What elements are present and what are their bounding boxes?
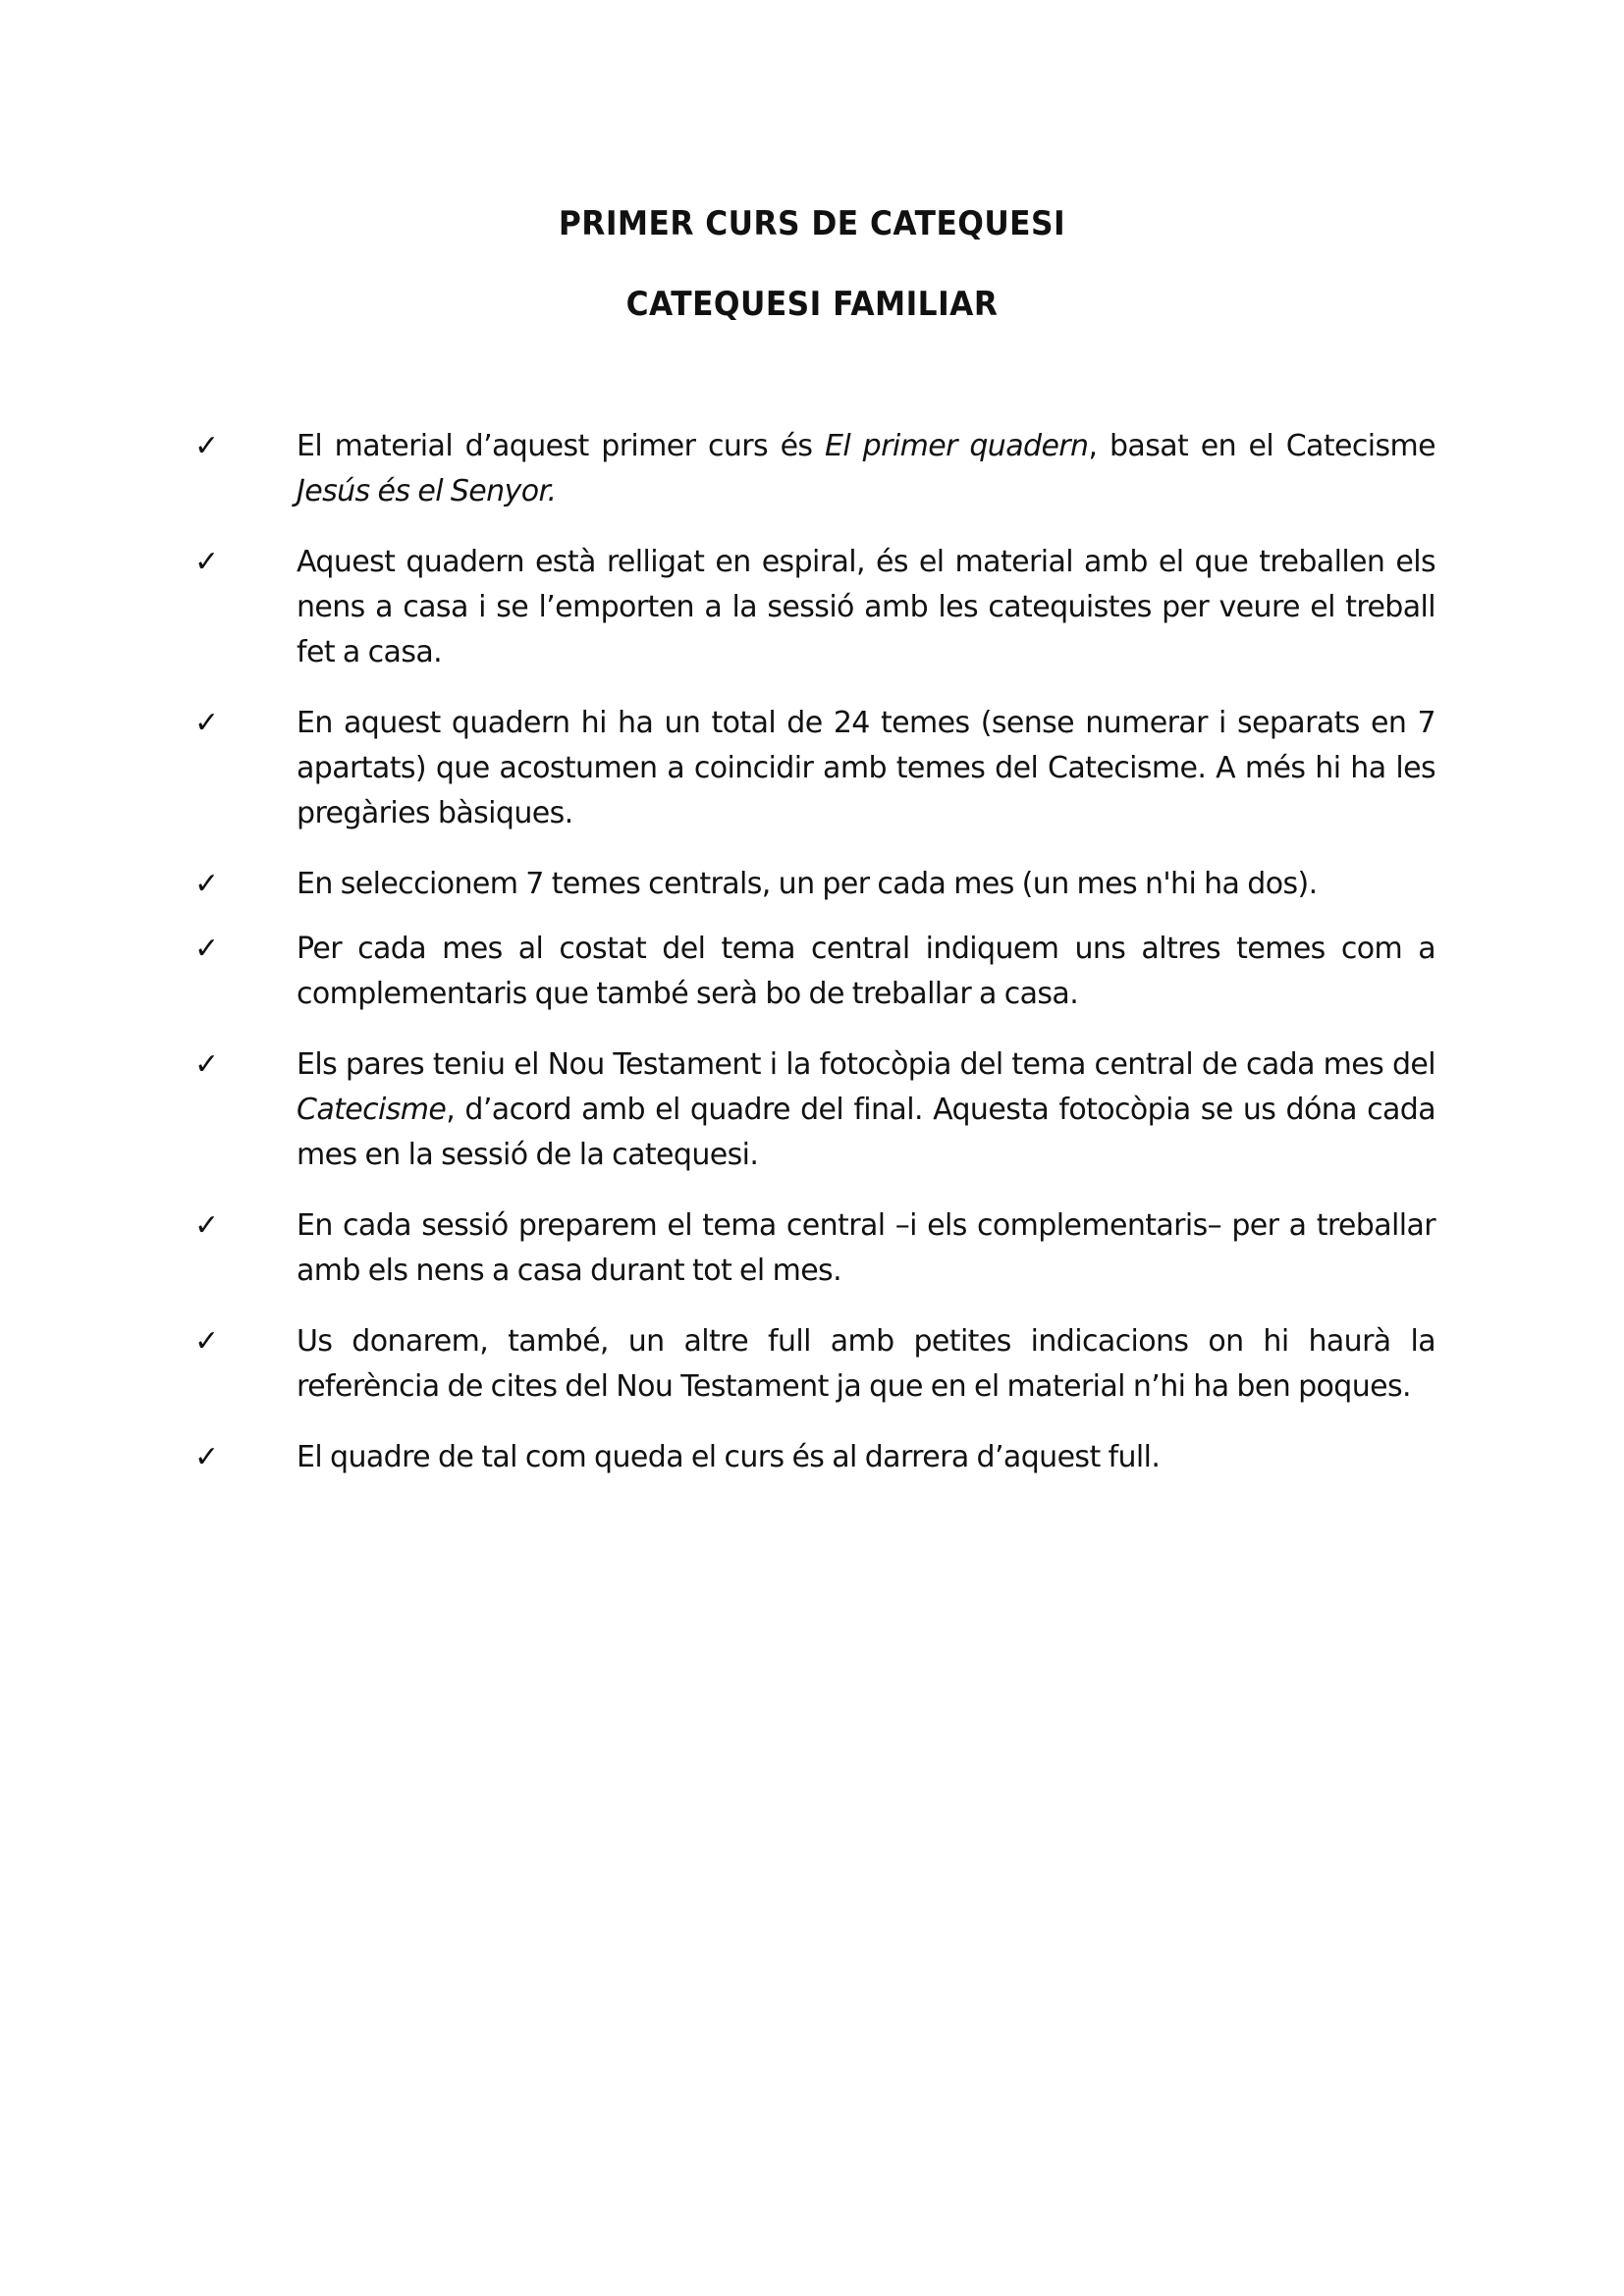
list-item bbox=[0, 1042, 1624, 1178]
document-title: PRIMER CURS DE CATEQUESI bbox=[558, 204, 1066, 243]
check-mark-icon: ✓ bbox=[194, 1324, 220, 1359]
list-item bbox=[0, 1435, 1624, 1480]
italic-title-text: Jesús és el Senyor. bbox=[297, 474, 557, 508]
list-item-text bbox=[297, 1319, 1435, 1410]
check-mark-icon: ✓ bbox=[194, 932, 220, 966]
list-item-text bbox=[297, 1042, 1435, 1178]
list-item-text bbox=[297, 927, 1435, 1017]
text-segment: , d’acord amb el quadre del final. Aquesta fotocòpia se us dóna cada mes en la sessió de la catequesi. bbox=[297, 1093, 1435, 1172]
text-segment: El quadre de tal com queda el curs és al darrera d’aquest full. bbox=[297, 1440, 1161, 1474]
list-item bbox=[0, 1203, 1624, 1294]
text-segment: Aquest quadern està relligat en espiral, és el material amb el que treballen els nens a casa i se l’emporten a la sessió amb les catequistes per veure el treball fet a casa. bbox=[297, 545, 1435, 669]
list-item bbox=[0, 540, 1624, 675]
check-mark-icon: ✓ bbox=[194, 1440, 220, 1474]
check-mark-icon: ✓ bbox=[194, 1208, 220, 1243]
check-mark-icon: ✓ bbox=[194, 545, 220, 579]
list-item bbox=[0, 1319, 1624, 1410]
check-mark-icon: ✓ bbox=[194, 706, 220, 740]
list-item-text bbox=[297, 701, 1435, 836]
check-mark-icon: ✓ bbox=[194, 1047, 220, 1082]
document-subtitle: CATEQUESI FAMILIAR bbox=[625, 285, 999, 324]
text-segment: El material d’aquest primer curs és bbox=[297, 429, 826, 463]
list-item bbox=[0, 927, 1624, 1017]
text-segment: Us donarem, també, un altre full amb petites indicacions on hi haurà la referència de cites del Nou Testament ja que en el material n’hi ha ben poques. bbox=[297, 1324, 1435, 1404]
list-item bbox=[0, 424, 1624, 514]
text-segment: En cada sessió preparem el tema central –i els complementaris– per a treballar amb els nens a casa durant tot el mes. bbox=[297, 1208, 1435, 1288]
text-segment: Per cada mes al costat del tema central indiquem uns altres temes com a complementaris que també serà bo de treballar a casa. bbox=[297, 932, 1435, 1011]
check-mark-icon: ✓ bbox=[194, 867, 220, 901]
text-segment: En seleccionem 7 temes centrals, un per cada mes (un mes n'hi ha dos). bbox=[297, 867, 1318, 901]
list-item-text bbox=[297, 424, 1435, 514]
list-item-text bbox=[297, 540, 1435, 675]
italic-title-text: Catecisme bbox=[297, 1093, 447, 1127]
italic-title-text: El primer quadern bbox=[825, 429, 1089, 463]
list-item-text bbox=[297, 862, 1435, 907]
list-item bbox=[0, 701, 1624, 836]
check-mark-icon: ✓ bbox=[194, 429, 220, 463]
text-segment: Els pares teniu el Nou Testament i la fotocòpia del tema central de cada mes del bbox=[297, 1047, 1435, 1082]
text-segment: En aquest quadern hi ha un total de 24 temes (sense numerar i separats en 7 apartats) que acostumen a coincidir amb temes del Catecisme. A més hi ha les pregàries bàsiques. bbox=[297, 706, 1435, 830]
list-item bbox=[0, 862, 1624, 907]
text-segment: , basat en el Catecisme bbox=[1088, 429, 1436, 463]
list-item-text bbox=[297, 1435, 1435, 1480]
list-item-text bbox=[297, 1203, 1435, 1294]
bullet-list bbox=[0, 424, 1624, 1480]
